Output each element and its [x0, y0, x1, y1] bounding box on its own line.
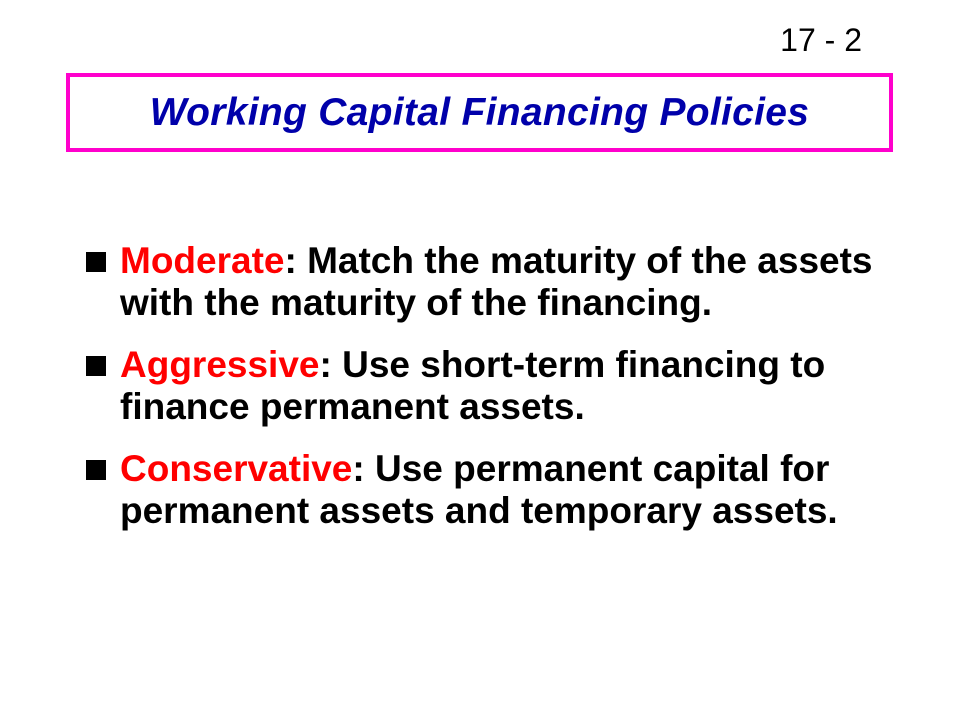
- bullet-item-aggressive: [80, 344, 920, 428]
- bullet-term: Aggressive: [120, 344, 320, 385]
- bullet-text: : Use permanent capital for permanent assets and temporary assets.: [120, 448, 838, 531]
- bullet-text: : Match the maturity of the assets with the maturity of the financing.: [120, 240, 873, 323]
- square-bullet-icon: [86, 252, 106, 272]
- title-box: [66, 73, 893, 152]
- bullet-term: Moderate: [120, 240, 285, 281]
- bullet-list: [80, 240, 920, 552]
- slide-number: 17 - 2: [780, 22, 862, 58]
- square-bullet-icon: [86, 356, 106, 376]
- bullet-term: Conservative: [120, 448, 353, 489]
- bullet-item-conservative: [80, 448, 920, 532]
- slide-title: Working Capital Financing Policies: [149, 90, 810, 134]
- bullet-text: : Use short-term financing to finance permanent assets.: [120, 344, 826, 427]
- bullet-item-moderate: [80, 240, 920, 324]
- square-bullet-icon: [86, 460, 106, 480]
